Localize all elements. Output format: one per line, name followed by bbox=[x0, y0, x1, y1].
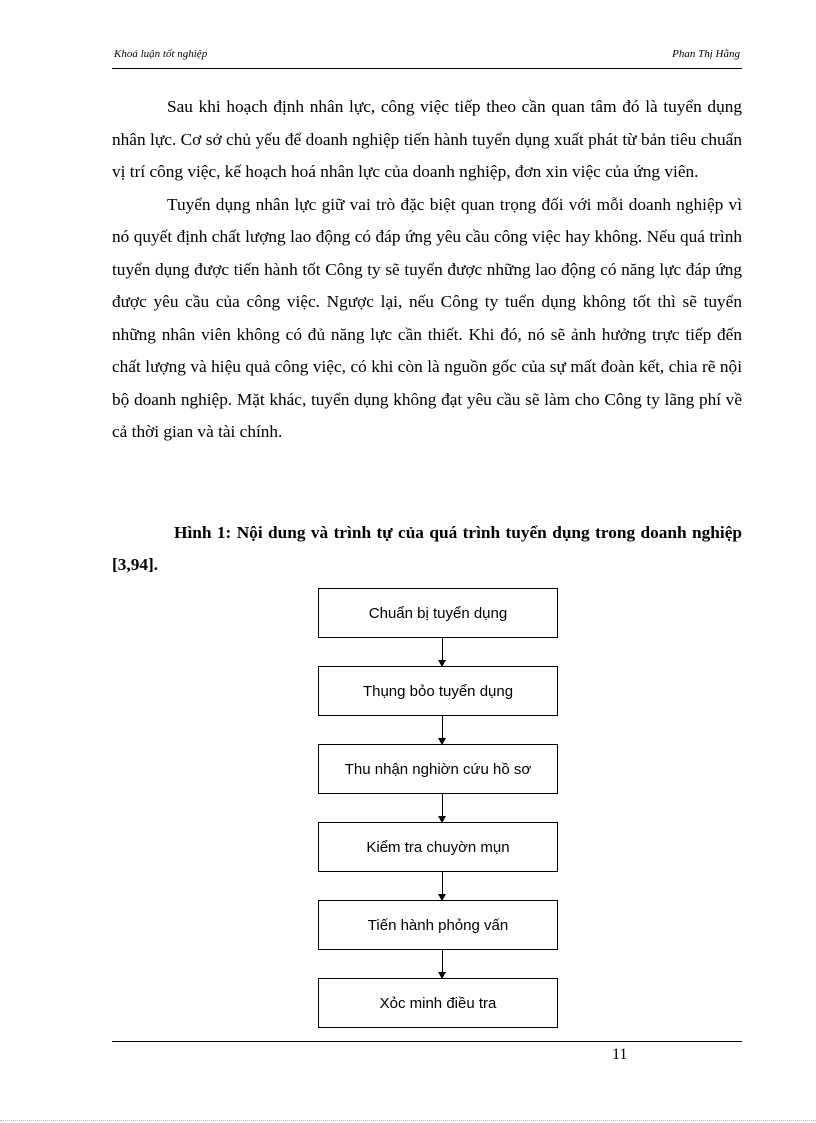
figure-caption: Hình 1: Nội dung và trình tự của quá trình tuyển dụng trong doanh nghiệp [3,94]. bbox=[112, 523, 742, 574]
paragraph-2: Tuyển dụng nhân lực giữ vai trò đặc biệt quan trọng đối với mỗi doanh nghiệp vì nó quyết định chất lượng lao động có đáp ứng yêu cầu công việc hay không. Nếu quá trình tuyển dụng được tiến hành tốt Công ty sẽ tuyển được những lao động có năng lực đáp ứng được yêu cầu của công việc. Ngược lại, nếu Công ty tuển dụng không tốt thì sẽ tuyển những nhân viên không có đủ năng lực cần thiết. Khi đó, nó sẽ ảnh hưởng trực tiếp đến chất lượng và hiệu quả công việc, có khi còn là nguồn gốc của sự mất đoàn kết, chia rẽ nội bộ doanh nghiệp. Mặt khác, tuyển dụng không đạt yêu cầu sẽ làm cho Công ty lãng phí về cả thời gian và tài chính. bbox=[112, 194, 742, 441]
paragraph-1: Sau khi hoạch định nhân lực, công việc tiếp theo cần quan tâm đó là tuyển dụng nhân lực. Cơ sở chủ yếu để doanh nghiệp tiến hành tuyển dụng xuất phát từ bản tiêu chuẩn vị trí công việc, kế hoạch hoá nhân lực của doanh nghiệp, đơn xin việc của ứng viên. bbox=[112, 97, 742, 181]
header-author-name: Phan Thị Hằng bbox=[672, 48, 740, 60]
flow-step-interview: Tiến hành phỏng vấn bbox=[318, 900, 558, 950]
flow-step-skills-test: Kiểm tra chuyờn mụn bbox=[318, 822, 558, 872]
footer-divider bbox=[112, 1041, 742, 1042]
flow-arrow bbox=[442, 716, 443, 744]
flow-arrow bbox=[442, 950, 443, 978]
flow-arrow bbox=[442, 794, 443, 822]
flow-arrow bbox=[442, 872, 443, 900]
flow-step-prepare: Chuẩn bị tuyển dụng bbox=[318, 588, 558, 638]
page-edge-divider bbox=[0, 1120, 816, 1121]
page-number: 11 bbox=[612, 1046, 628, 1063]
flow-step-collect-files: Thu nhận nghiờn cứu hồ sơ bbox=[318, 744, 558, 794]
flow-step-verify: Xỏc minh điều tra bbox=[318, 978, 558, 1028]
flow-step-announce: Thụng bỏo tuyển dụng bbox=[318, 666, 558, 716]
flow-arrow bbox=[442, 638, 443, 666]
header-thesis-label: Khoá luận tốt nghiệp bbox=[114, 48, 208, 60]
